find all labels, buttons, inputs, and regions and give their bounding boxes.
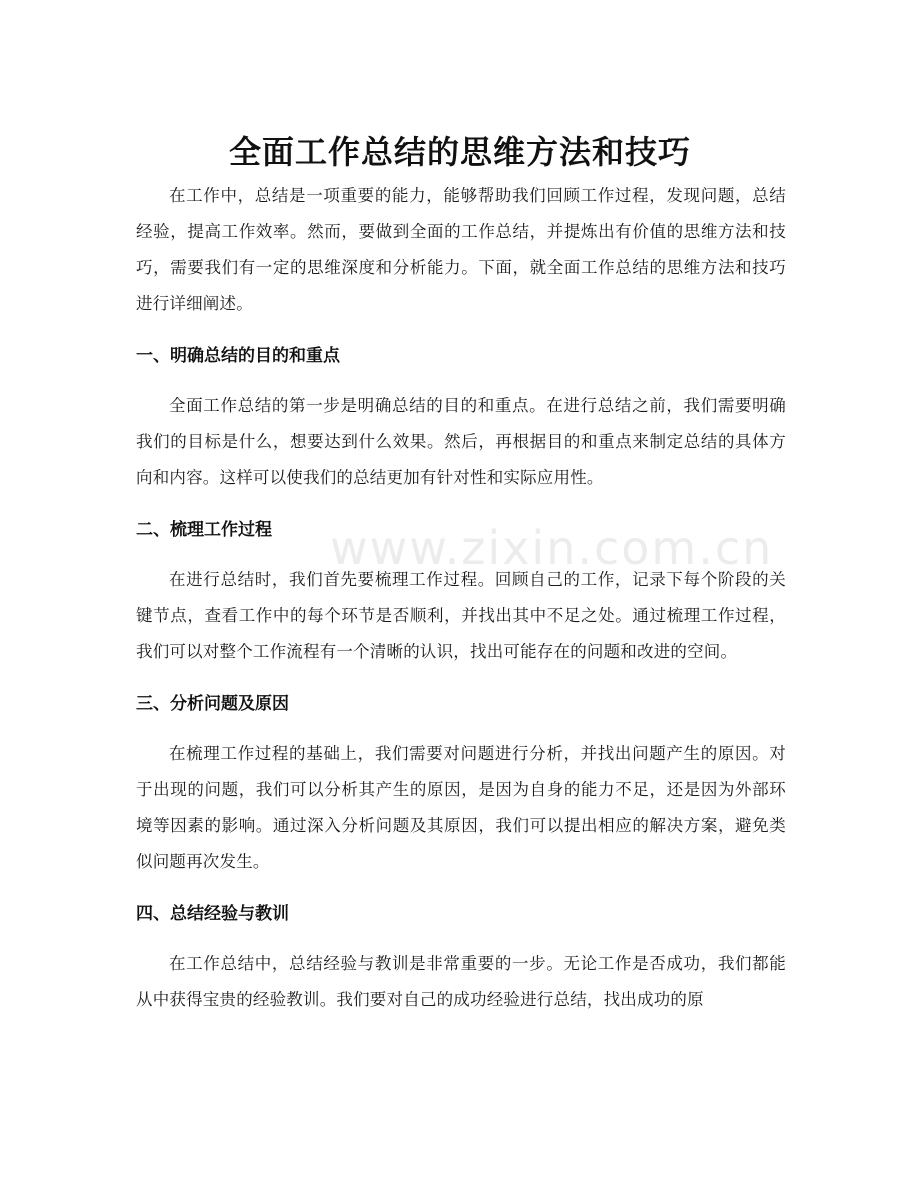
section-4-heading: 四、总结经验与教训 xyxy=(136,904,289,924)
section-2-heading: 二、梳理工作过程 xyxy=(136,520,272,540)
document-body xyxy=(136,178,786,1018)
watermark: www.zixin.com.cn xyxy=(330,521,774,575)
section-3-heading: 三、分析问题及原因 xyxy=(136,694,289,714)
section-1-heading: 一、明确总结的目的和重点 xyxy=(136,346,340,366)
section-2-paragraph: 在进行总结时，我们首先要梳理工作过程。回顾自己的工作，记录下每个阶段的关键节点，查看工作中的每个环节是否顺利，并找出其中不足之处。通过梳理工作过程，我们可以对整个工作流程有一个清晰的认识，找出可能存在的问题和改进的空间。 xyxy=(136,570,786,661)
page-title: 全面工作总结的思维方法和技巧 xyxy=(228,133,691,172)
intro-paragraph: 在工作中，总结是一项重要的能力，能够帮助我们回顾工作过程，发现问题，总结经验，提高工作效率。然而，要做到全面的工作总结，并提炼出有价值的思维方法和技巧，需要我们有一定的思维深度和分析能力。下面，就全面工作总结的思维方法和技巧进行详细阐述。 xyxy=(136,186,786,313)
section-4-paragraph: 在工作总结中，总结经验与教训是非常重要的一步。无论工作是否成功，我们都能从中获得宝贵的经验教训。我们要对自己的成功经验进行总结，找出成功的原 xyxy=(136,954,786,1009)
section-3-paragraph: 在梳理工作过程的基础上，我们需要对问题进行分析，并找出问题产生的原因。对于出现的问题，我们可以分析其产生的原因，是因为自身的能力不足，还是因为外部环境等因素的影响。通过深入分析问题及其原因，我们可以提出相应的解决方案，避免类似问题再次发生。 xyxy=(136,744,786,871)
section-1-paragraph: 全面工作总结的第一步是明确总结的目的和重点。在进行总结之前，我们需要明确我们的目标是什么，想要达到什么效果。然后，再根据目的和重点来制定总结的具体方向和内容。这样可以使我们的总结更加有针对性和实际应用性。 xyxy=(136,396,786,487)
